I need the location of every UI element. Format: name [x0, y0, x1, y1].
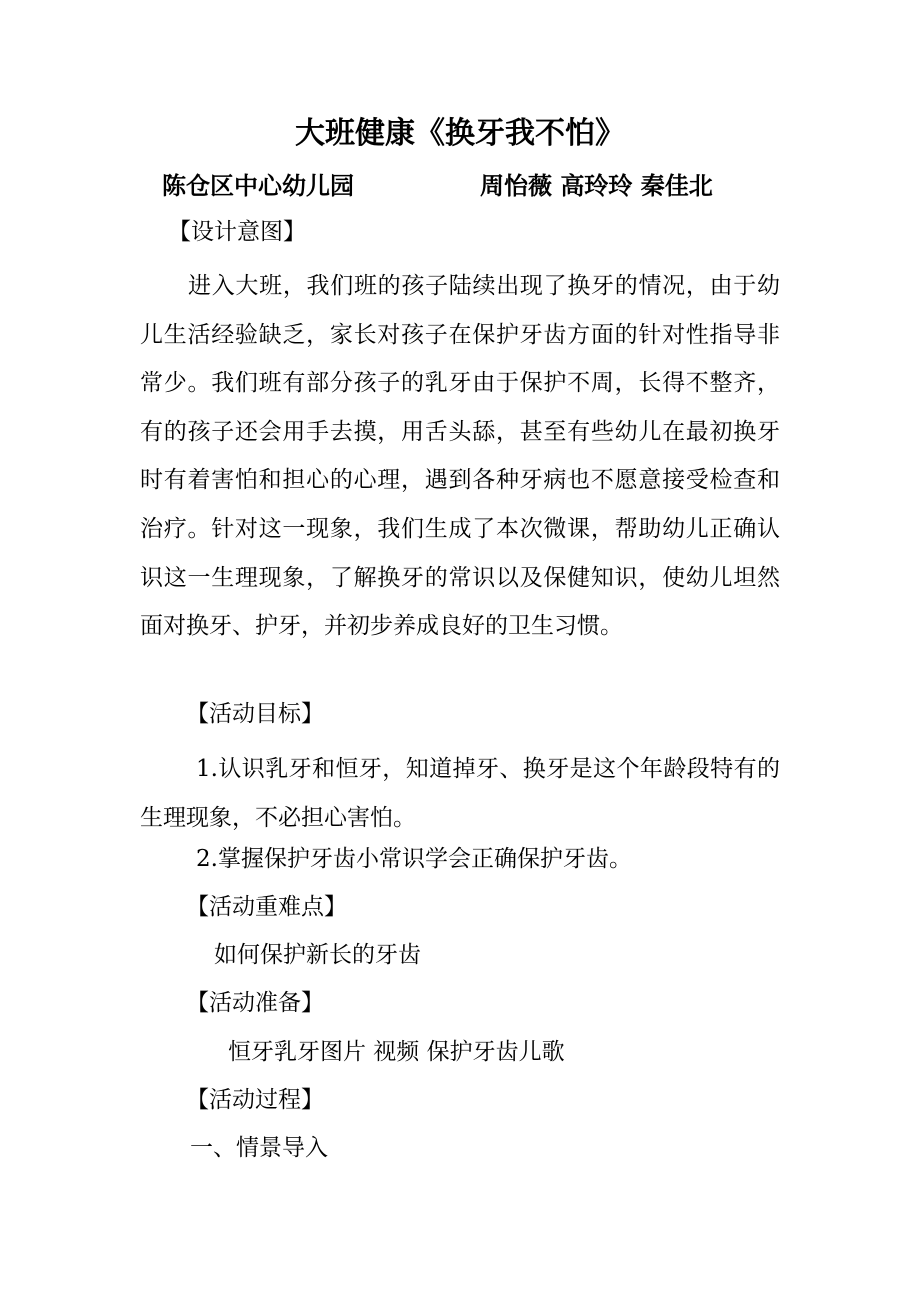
document-title: 大班健康《换牙我不怕》: [295, 116, 625, 151]
goals-heading: 【活动目标】: [186, 701, 324, 727]
key-points-heading: 【活动重难点】: [186, 894, 347, 920]
process-step-1: 一、情景导入: [190, 1135, 328, 1161]
school-name: 陈仓区中心幼儿园: [162, 171, 354, 200]
key-points-text: 如何保护新长的牙齿: [214, 942, 421, 968]
process-heading: 【活动过程】: [186, 1087, 324, 1113]
goal-1-paragraph: 1.认识乳牙和恒牙，知道掉牙、换牙是这个年龄段特有的生理现象，不必担心害怕。: [140, 756, 780, 831]
goal-2-line: 2.掌握保护牙齿小常识学会正确保护牙齿。: [196, 846, 632, 872]
preparation-text: 恒牙乳牙图片 视频 保护牙齿儿歌: [228, 1039, 565, 1065]
design-intent-heading: 【设计意图】: [168, 219, 306, 245]
author-names: 周怡薇 高玲玲 秦佳北: [480, 171, 713, 200]
preparation-heading: 【活动准备】: [186, 990, 324, 1016]
design-intent-paragraph: 进入大班，我们班的孩子陆续出现了换牙的情况，由于幼儿生活经验缺乏，家长对孩子在保护牙齿方面的针对性指导非常少。我们班有部分孩子的乳牙由于保护不周，长得不整齐，有的孩子还会用手去摸，用舌头舔，甚至有些幼儿在最初换牙时有着害怕和担心的心理，遇到各种牙病也不愿意接受检查和治疗。针对这一现象，我们生成了本次微课，帮助幼儿正确认识这一生理现象，了解换牙的常识以及保健知识，使幼儿坦然面对换牙、护牙，并初步养成良好的卫生习惯。: [140, 273, 780, 640]
